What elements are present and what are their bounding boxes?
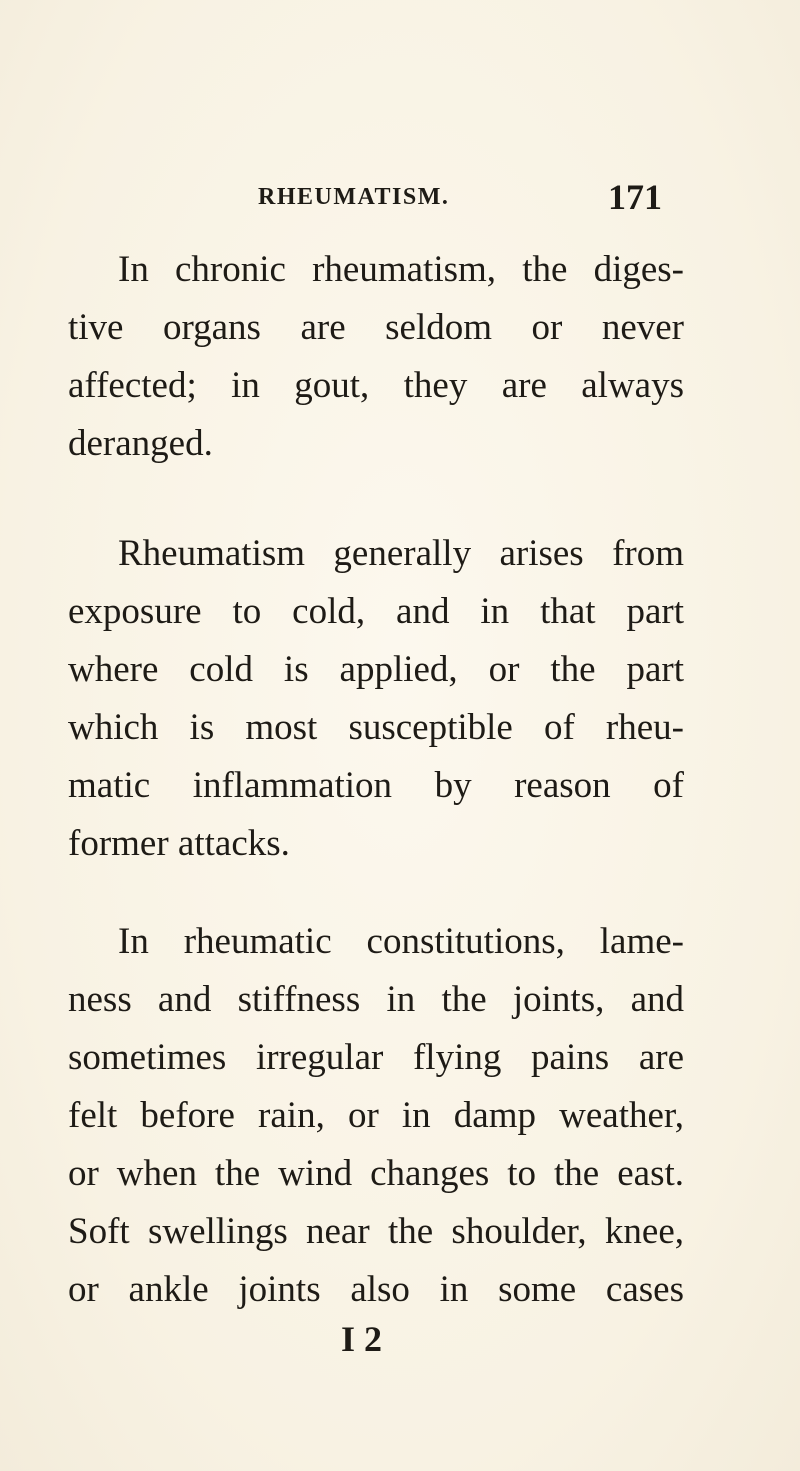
paragraph-3 — [68, 913, 684, 1319]
text-line: where cold is applied, or the part — [68, 649, 684, 690]
text-line: felt before rain, or in damp weather, — [68, 1095, 684, 1136]
text-line: Rheumatism generally arises from — [118, 533, 684, 574]
signature-mark: I 2 — [341, 1319, 383, 1359]
text-line: exposure to cold, and in that part — [68, 591, 684, 632]
paragraph-2 — [68, 525, 684, 873]
text-line: Soft swellings near the shoulder, knee, — [68, 1211, 684, 1252]
text-line: matic inflammation by reason of — [68, 765, 684, 806]
text-line: sometimes irregular flying pains are — [68, 1037, 684, 1078]
running-head: RHEUMATISM. — [258, 184, 450, 210]
text-line: tive organs are seldom or never — [68, 307, 684, 348]
paragraph-1 — [68, 241, 684, 473]
text-line: or when the wind changes to the east. — [68, 1153, 684, 1194]
page-header — [0, 176, 800, 216]
text-line: or ankle joints also in some cases — [68, 1269, 684, 1310]
text-line: deranged. — [68, 423, 213, 464]
text-line: which is most susceptible of rheu- — [68, 707, 684, 748]
text-line: affected; in gout, they are always — [68, 365, 684, 406]
text-line: In rheumatic constitutions, lame- — [118, 921, 684, 962]
text-line: former attacks. — [68, 823, 290, 864]
text-line: ness and stiffness in the joints, and — [68, 979, 684, 1020]
text-line: In chronic rheumatism, the diges- — [118, 249, 684, 290]
page-number: 171 — [608, 177, 662, 217]
